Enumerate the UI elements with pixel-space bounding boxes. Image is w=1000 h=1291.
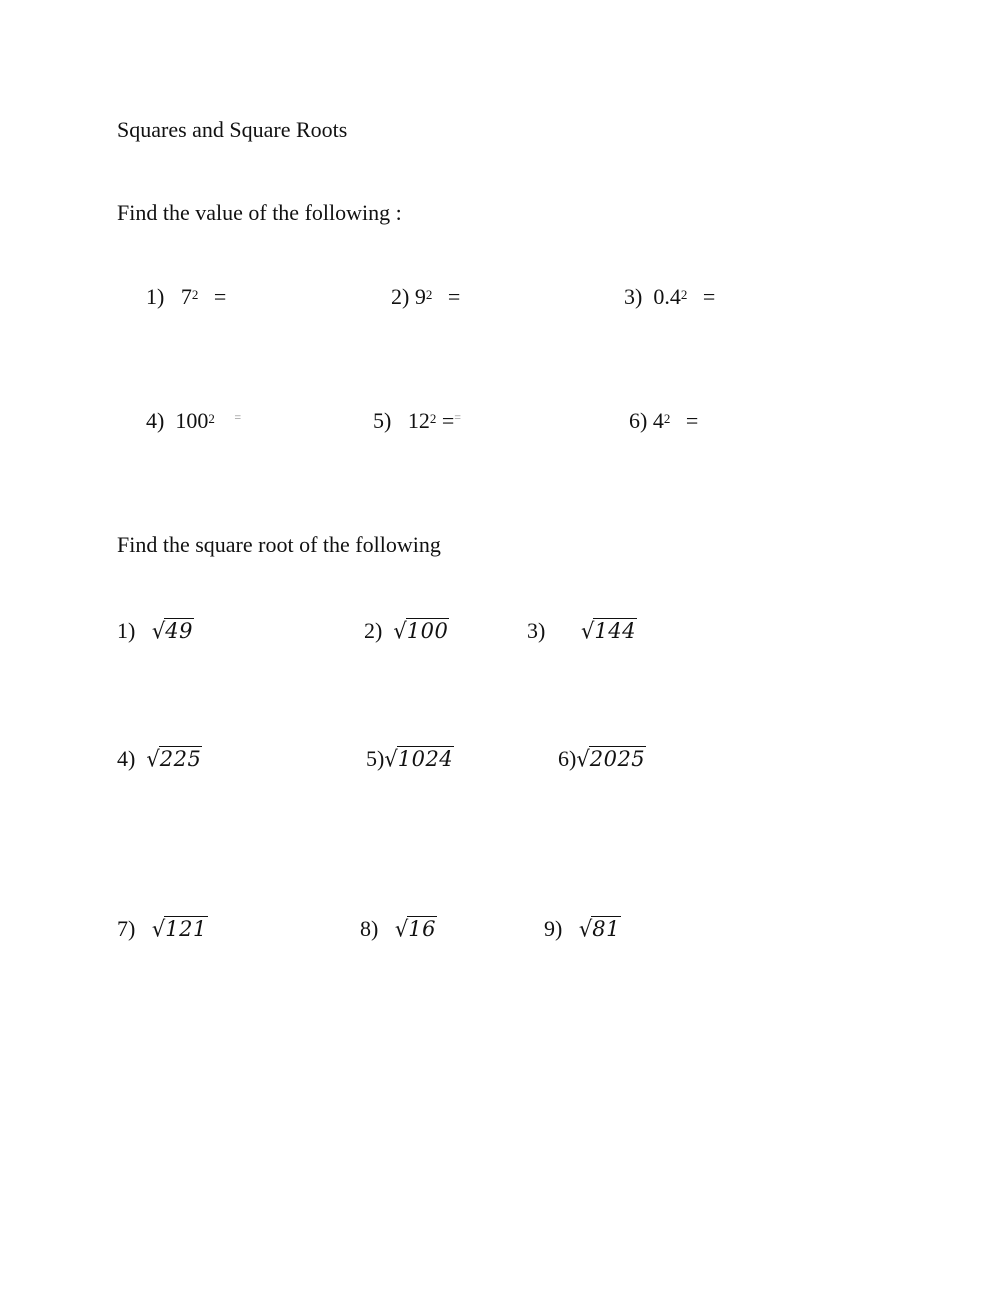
square-root-expression: [579, 916, 621, 942]
root-item-4: [117, 746, 202, 772]
item-label: 4): [146, 408, 165, 433]
item-label: 1): [146, 284, 165, 309]
equals-sign: =: [685, 408, 699, 433]
square-exponent: 2: [208, 411, 215, 426]
square-exponent: 2: [429, 411, 437, 426]
radical-sign: √: [393, 618, 407, 644]
square-root-expression: [393, 618, 449, 644]
square-item-6: [629, 408, 698, 434]
item-label: 5): [373, 408, 392, 433]
radicand: 49: [165, 619, 193, 643]
radicand: 16: [408, 917, 436, 941]
square-exponent: 2: [663, 411, 671, 426]
square-base: 100: [175, 408, 209, 433]
root-item-8: [360, 916, 437, 942]
square-item-2: [391, 284, 460, 310]
square-root-expression: [146, 746, 202, 772]
radical-sign: √: [151, 916, 166, 942]
section-roots-heading: Find the square root of the following: [117, 532, 441, 557]
item-label: 7): [117, 916, 136, 941]
square-root-expression: [384, 746, 454, 772]
equals-sign: =: [213, 284, 227, 309]
equals-sign: =: [447, 284, 461, 309]
root-item-3-expression: [581, 618, 637, 644]
root-item-7: [117, 916, 208, 942]
square-base: 4: [652, 408, 664, 433]
radical-sign: √: [581, 618, 595, 644]
square-root-expression: [152, 618, 194, 644]
equals-sign: =: [441, 408, 455, 433]
item-label: 2): [364, 618, 383, 643]
radical-sign: √: [394, 916, 409, 942]
item-label: 2): [391, 284, 410, 309]
radicand: 100: [406, 619, 449, 643]
page-title: Squares and Square Roots: [117, 117, 348, 142]
root-item-5: [366, 746, 454, 772]
root-item-9: [544, 916, 621, 942]
radical-sign: √: [576, 746, 590, 772]
section-squares-heading: Find the value of the following :: [117, 200, 402, 225]
square-item-3: [624, 284, 715, 310]
radical-sign: √: [578, 916, 593, 942]
radicand: 1024: [397, 747, 454, 771]
square-exponent: 2: [680, 287, 688, 302]
item-label: 6): [558, 746, 577, 771]
square-root-expression: [576, 746, 646, 772]
radicand: 81: [592, 917, 620, 941]
radicand: 225: [159, 747, 202, 771]
square-base: 12: [407, 408, 430, 433]
radical-sign: √: [146, 746, 160, 772]
item-label: 4): [117, 746, 136, 771]
square-base: 9: [414, 284, 426, 309]
root-item-6: [558, 746, 646, 772]
item-label: 3): [527, 618, 546, 643]
square-base: 0.4: [653, 284, 681, 309]
square-item-1: [146, 284, 226, 310]
equals-sign: =: [702, 284, 716, 309]
radical-sign: √: [151, 618, 166, 644]
radicand: 144: [594, 619, 636, 643]
radicand: 121: [165, 917, 207, 941]
item-label: 8): [360, 916, 379, 941]
square-root-expression: [152, 916, 208, 942]
item-label: 5): [366, 746, 385, 771]
square-item-4: [146, 408, 241, 434]
square-root-expression: [581, 618, 637, 644]
radicand: 2025: [589, 747, 646, 771]
square-item-5: [373, 408, 461, 434]
square-exponent: 2: [425, 287, 433, 302]
square-base: 7: [180, 284, 192, 309]
faint-equals-mark: =: [454, 410, 462, 424]
square-exponent: 2: [191, 287, 199, 302]
item-label: 1): [117, 618, 136, 643]
item-label: 3): [624, 284, 643, 309]
item-label: 9): [544, 916, 563, 941]
radical-sign: √: [384, 746, 398, 772]
root-item-3: [527, 618, 545, 644]
equals-sign: =: [234, 410, 242, 424]
square-root-expression: [395, 916, 437, 942]
root-item-1: [117, 618, 194, 644]
root-item-2: [364, 618, 449, 644]
item-label: 6): [629, 408, 648, 433]
